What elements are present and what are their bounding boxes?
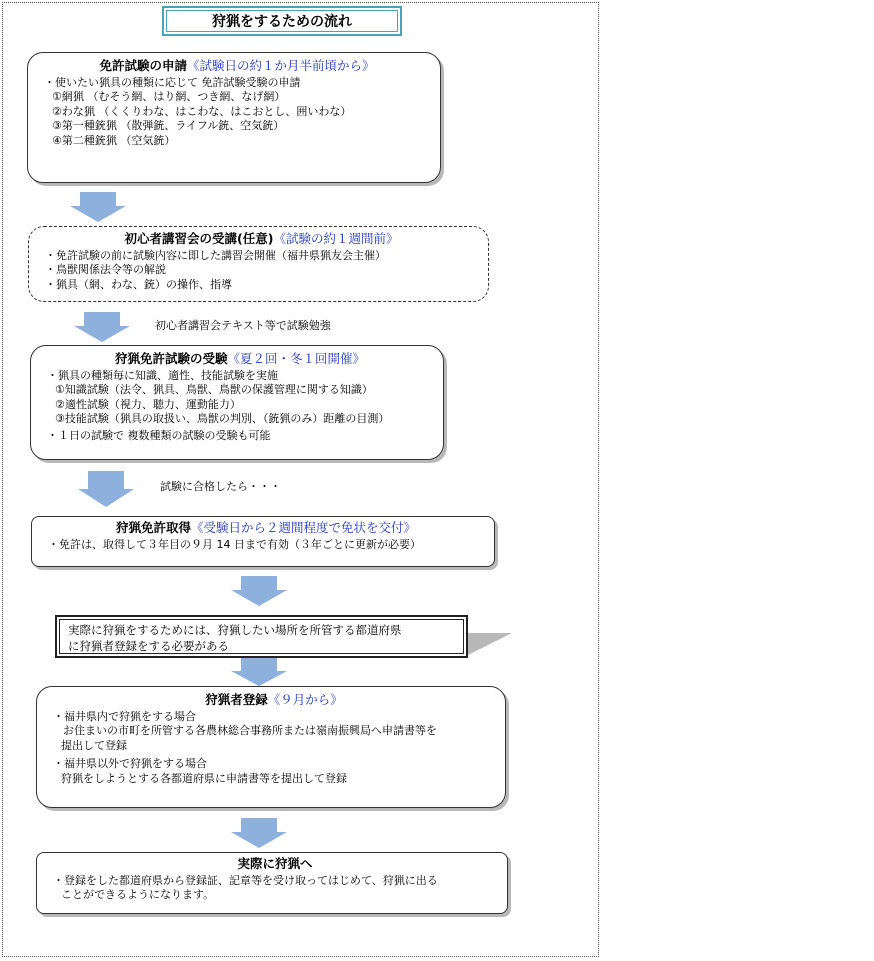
step-heading: 狩猟免許試験の受験《夏２回・冬１回開催》 [114,351,366,366]
callout-line: 実際に狩猟をするためには、狩猟したい場所を所管する都道府県 [68,623,402,637]
callout-text [59,619,464,654]
step-seminar [28,226,489,302]
step-line: 狩猟をしようとする各都道府県に申請書等を提出して登録 [61,771,347,785]
step-line: ②わな猟 （くくりわな、はこわな、はこおとし、囲いわな） [52,104,352,118]
down-arrow-icon [78,471,134,507]
step-line: ・１日の試験で 複数種類の試験の受験も可能 [47,428,271,442]
step-line: ・登録をした都道府県から登録証、記章等を受け取ってはじめて、狩猟に出る [53,873,438,887]
callout-tail [464,633,512,657]
step-heading: 実際に狩猟へ [237,856,313,871]
step-heading: 狩猟者登録《９月から》 [205,692,343,707]
step-line: ③第一種銃猟 （散弾銃、ライフル銃、空気銃） [52,119,285,132]
step-exam [30,345,444,460]
step-registration [36,686,506,808]
step-license [31,516,495,567]
diagram-title-box [162,6,402,36]
study-note: 初心者講習会テキスト等で試験勉強 [155,319,331,332]
pass-note: 試験に合格したら・・・ [160,480,281,493]
step-line: ことができるようになります。 [61,888,215,901]
step-line: ・福井県内で狩猟をする場合 [53,709,196,723]
registration-callout [55,615,468,658]
step-line: ・免許は、取得して３年目の９月 14 日まで有効（３年ごとに更新が必要） [48,537,421,551]
step-application [27,52,441,183]
step-line: ・猟具（網、わな、銃）の操作、指導 [45,277,232,291]
down-arrow-icon [231,818,287,848]
step-line: ・鳥獣関係法令等の解説 [45,263,166,276]
step-heading: 初心者講習会の受講(任意)《試験の約１週間前》 [124,231,399,246]
down-arrow-icon [70,192,126,222]
step-line: ・福井県以外で狩猟をする場合 [53,757,207,770]
step-line: ④第二種銃猟 （空気銃） [52,133,176,147]
down-arrow-icon [231,658,287,686]
step-heading: 免許試験の申請《試験日の約１か月半前頃から》 [99,58,375,73]
step-line: ①知識試験（法令、猟具、鳥獣、鳥獣の保護管理に関する知識） [55,383,373,396]
step-hunting [36,852,508,914]
step-heading: 狩猟免許取得《受験日から２週間程度で免状を交付》 [115,520,417,535]
step-line: ・猟具の種類毎に知識、適性、技能試験を実施 [47,368,278,382]
step-line: 提出して登録 [61,738,127,752]
step-line: ・免許試験の前に試験内容に即した講習会開催（福井県猟友会主催） [45,248,386,262]
callout-line: に狩猟者登録をする必要がある [68,639,229,653]
step-line: ・使いたい猟具の種類に応じて 免許試験受験の申請 [44,75,301,89]
step-line: ②適性試験（視力、聴力、運動能力） [55,397,241,411]
step-line: お住まいの市町を所管する各農林総合事務所または嶺南振興局へ申請書等を [63,724,437,737]
step-line: ③技能試験（猟具の取扱い、鳥獣の判別、（銃猟のみ）距離の目測） [55,412,390,425]
down-arrow-icon [74,312,130,342]
diagram-title: 狩猟をするための流れ [166,10,398,32]
down-arrow-icon [231,576,287,606]
step-line: ①網猟 （むそう網、はり網、つき網、なげ網） [52,90,286,103]
